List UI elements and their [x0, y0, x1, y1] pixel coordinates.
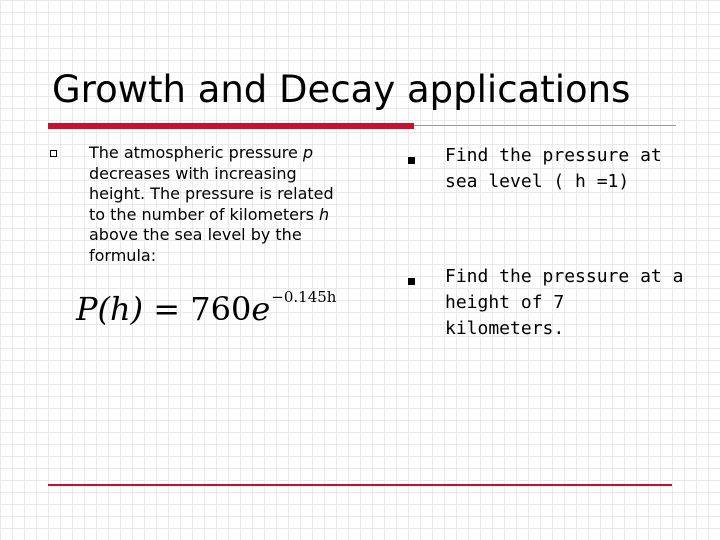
formula-exponent: −0.145h: [271, 288, 337, 306]
right-bullet-text-1: Find the pressure at sea level ( h =1): [445, 145, 662, 192]
left-bullet-text: [89, 143, 351, 266]
right-bullet-text-2: Find the pressure at a height of 7 kilometers.: [445, 266, 684, 339]
formula-lhs: P(h): [76, 290, 144, 328]
text-run: The atmospheric pressure: [89, 143, 303, 162]
title-underline-accent: [48, 123, 414, 129]
variable-h: h: [319, 204, 330, 224]
text-run: above the sea level by the formula:: [89, 225, 302, 265]
filled-square-bullet-icon: [408, 157, 415, 164]
formula-equals: = 760: [143, 290, 252, 328]
title-underline-rule: [414, 125, 676, 126]
hollow-square-bullet-icon: [50, 150, 57, 157]
bottom-rule: [48, 484, 672, 486]
pressure-formula: [76, 290, 335, 328]
filled-square-bullet-icon: [408, 278, 415, 285]
variable-p: p: [302, 143, 314, 162]
formula-base: e: [251, 290, 271, 328]
text-run: decreases with increasing height. The pressure is related to the number of kilometers: [89, 163, 334, 224]
slide-title: Growth and Decay applications: [52, 68, 631, 111]
